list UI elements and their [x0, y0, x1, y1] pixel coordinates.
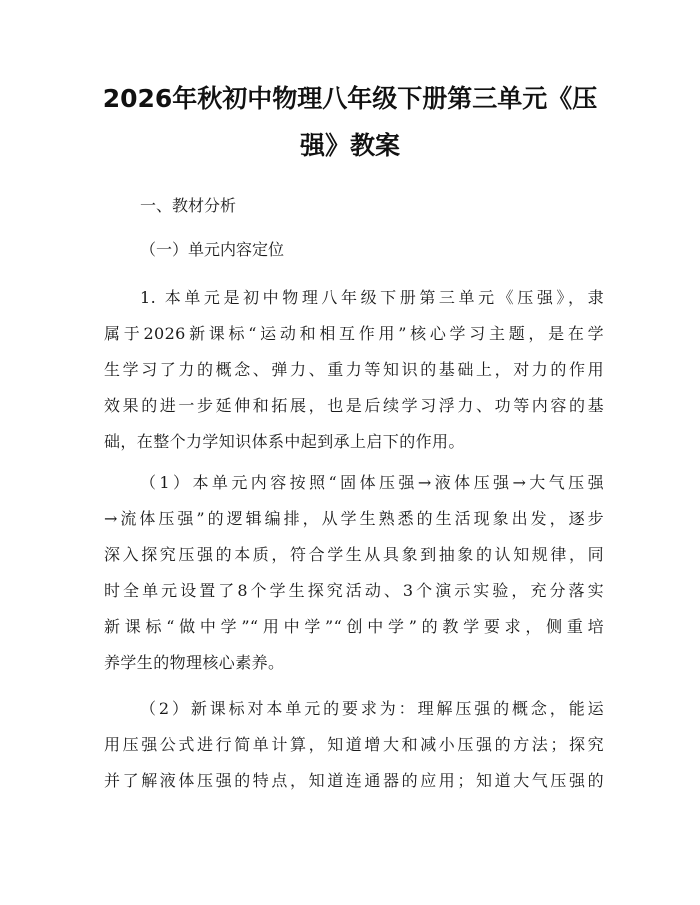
- paragraph-line: 并了解液体压强的特点，知道连通器的应用；知道大气压强的: [104, 771, 604, 790]
- paragraph-line: →流体压强”的逻辑编排，从学生熟悉的生活现象出发，逐步: [104, 509, 604, 528]
- paragraph-3: [104, 691, 604, 799]
- paragraph-line: 1. 本单元是初中物理八年级下册第三单元《压强》，隶: [140, 288, 604, 307]
- paragraph-line: 养学生的物理核心素养。: [104, 653, 285, 672]
- subsection-heading: （一）单元内容定位: [140, 240, 285, 259]
- paragraph-1: [104, 280, 604, 460]
- paragraph-line: （1）本单元内容按照“固体压强→液体压强→大气压强: [140, 473, 604, 492]
- paragraph-line: 用压强公式进行简单计算，知道增大和减小压强的方法；探究: [104, 735, 604, 754]
- paragraph-line: 属于2026新课标“运动和相互作用”核心学习主题，是在学: [104, 324, 604, 343]
- paragraph-line: 时全单元设置了8个学生探究活动、3个演示实验，充分落实: [104, 581, 604, 600]
- section-heading: 一、教材分析: [140, 196, 237, 215]
- paragraph-line: （2）新课标对本单元的要求为：理解压强的概念，能运: [140, 699, 604, 718]
- paragraph-line: 深入探究压强的本质，符合学生从具象到抽象的认知规律，同: [104, 545, 604, 564]
- paragraph-line: 础，在整个力学知识体系中起到承上启下的作用。: [104, 432, 465, 451]
- document-title-line-1: 2026年秋初中物理八年级下册第三单元《压: [102, 84, 598, 113]
- paragraph-line: 新课标“做中学”“用中学”“创中学”的教学要求，侧重培: [104, 617, 604, 636]
- paragraph-line: 生学习了力的概念、弹力、重力等知识的基础上，对力的作用: [104, 360, 604, 379]
- paragraph-2: [104, 465, 604, 681]
- document-title-line-2: 强》教案: [299, 131, 400, 160]
- paragraph-line: 效果的进一步延伸和拓展，也是后续学习浮力、功等内容的基: [104, 396, 604, 415]
